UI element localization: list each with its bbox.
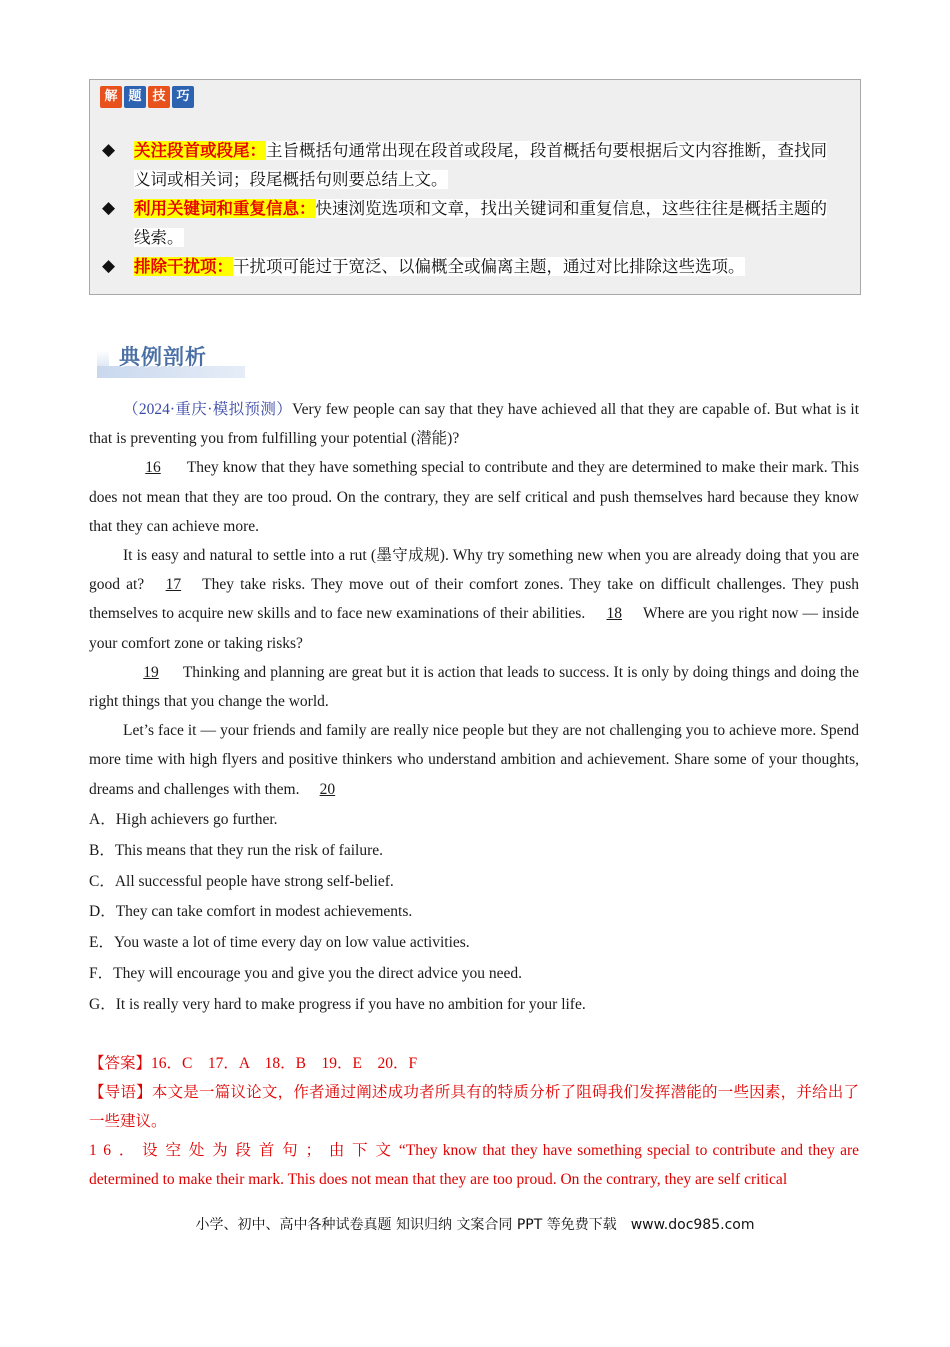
tips-header-char: 巧: [172, 86, 194, 108]
diamond-bullet-icon: ◆: [102, 256, 116, 276]
option-b: B．This means that they run the risk of failure.: [89, 841, 384, 859]
tips-box: [89, 79, 861, 295]
tip-item: [102, 194, 842, 252]
blank-19: 19: [143, 663, 159, 681]
reading-passage: [89, 395, 859, 804]
answer-section: [89, 1049, 859, 1194]
answer-key: 【答案】16．C 17．A 18．B 19．E 20．F: [89, 1055, 418, 1072]
blank-16: 16: [145, 459, 161, 477]
passage-paragraph: （2024·重庆·模拟预测）Very few people can say that they have achieved all that they are capable of. But what is it that is preventing you from fulfilling your potential (潜能)?: [89, 401, 860, 448]
answer-options: [89, 805, 859, 1021]
tip-item: [102, 252, 842, 281]
tips-header-char: 技: [148, 86, 170, 108]
tip-text: 快速浏览选项和文章，找出关键词和重复信息，这些往往是概括主题的线索。: [134, 199, 827, 247]
passage-paragraph: 16 They know that they have something special to contribute and they are determined to make their mark. This does not mean that they are too proud. On the contrary, they are self critical and push themselves hard because they know that they can achieve more.: [89, 453, 859, 541]
passage-paragraph: It is easy and natural to settle into a rut (墨守成规). Why try something new when you are already doing that you are good at? 17 They take risks. They move out of their comfort zones. They take on difficult challenges. They push themselves to acquire new skills and to face new examinations of their abilities. 18 Where are you right now — inside your comfort zone or taking risks?: [89, 547, 859, 652]
tip-label: 排除干扰项：: [134, 257, 233, 276]
tip-label: 关注段首或段尾：: [134, 141, 266, 160]
diamond-bullet-icon: ◆: [102, 140, 116, 160]
passage-paragraph: 19 Thinking and planning are great but it is action that leads to success. It is only by doing things and doing the right things that you change the world.: [89, 658, 859, 716]
section-title-text: 典例剖析: [119, 345, 207, 369]
option-d: D．They can take comfort in modest achievements.: [89, 903, 413, 921]
blank-18: 18: [606, 605, 622, 623]
option-a: A．High achievers go further.: [89, 811, 278, 828]
section-title: [97, 338, 245, 378]
tips-header: [100, 86, 194, 108]
option-g: G．It is really very hard to make progress if you have no ambition for your life.: [89, 995, 586, 1013]
tips-header-char: 解: [100, 86, 122, 108]
option-f: F．They will encourage you and give you the direct advice you need.: [89, 964, 523, 982]
tip-item: [102, 136, 842, 194]
diamond-bullet-icon: ◆: [102, 198, 116, 218]
tip-label: 利用关键词和重复信息：: [134, 199, 316, 218]
tips-header-char: 题: [124, 86, 146, 108]
tip-text: 干扰项可能过于宽泛、以偏概全或偏离主题，通过对比排除这些选项。: [233, 257, 745, 276]
blank-17: 17: [165, 576, 182, 594]
page-footer: 小学、初中、高中各种试卷真题 知识归纳 文案合同 PPT 等免费下载 www.doc985.com: [195, 1217, 755, 1233]
option-c: C．All successful people have strong self-belief.: [89, 872, 394, 890]
guide-text: 【导语】本文是一篇议论文，作者通过阐述成功者所具有的特质分析了阻碍我们发挥潜能的一些因素，并给出了一些建议。: [89, 1084, 859, 1130]
passage-paragraph: Let’s face it — your friends and family are really nice people but they are not challenging you to achieve more. Spend more time with high flyers and positive thinkers who understand ambition and achievement. Share some of your thoughts, dreams and challenges with them. 20: [89, 716, 859, 804]
question-source: （2024·重庆·模拟预测）: [123, 401, 293, 418]
analysis-text: 16．设空处为段首句；由下文“They know that they have something special to contribute and they are determined to make their mark. This does not mean that they are too proud. On the contrary, they are self critical: [89, 1142, 859, 1188]
tip-text: 主旨概括句通常出现在段首或段尾，段首概括句要根据后文内容推断，查找同义词或相关词；段尾概括句则要总结上文。: [134, 141, 827, 189]
option-e: E．You waste a lot of time every day on low value activities.: [89, 934, 470, 952]
blank-20: 20: [319, 780, 336, 798]
